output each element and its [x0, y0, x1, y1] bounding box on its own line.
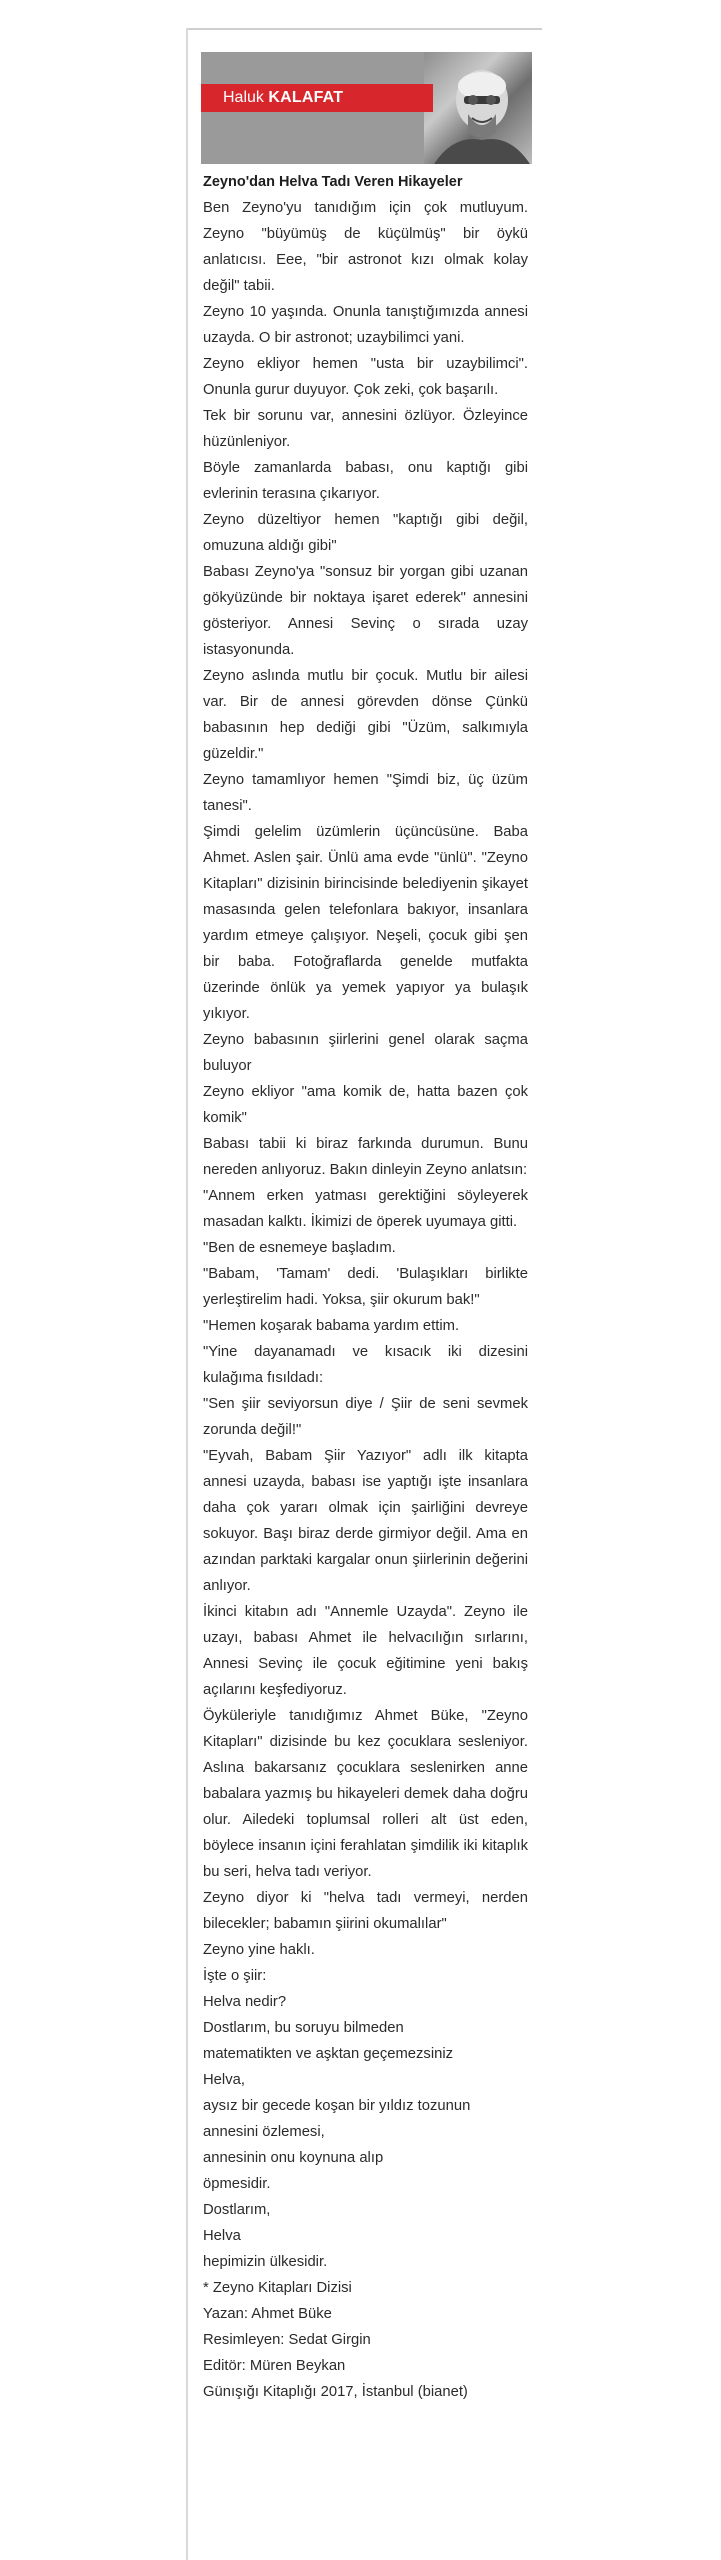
author-portrait-image: [424, 52, 532, 164]
poem-line: Helva,: [203, 2072, 245, 2088]
quote-paragraph: "Hemen koşarak babama yardım ettim.: [203, 1318, 460, 1334]
paragraph: Öyküleriyle tanıdığımız Ahmet Büke, "Zeyno Kitapları" dizisinde bu kez çocuklara sesleniyor. Aslına bakarsanız çocuklara seslenirken anne babalara yazmış bu hikayeleri demek daha doğru olur. Ailedeki toplumsal rolleri alt üst eden, böylece insanın içini ferahlatan şimdilik iki kitaplık bu seri, helva tadı veriyor.: [203, 1708, 528, 1880]
quote-paragraph: "Babam, 'Tamam' dedi. 'Bulaşıkları birlikte yerleştirelim hadi. Yoksa, şiir okurum bak!": [203, 1266, 528, 1308]
book-credits: [203, 2275, 528, 2405]
column-header: [201, 52, 532, 164]
poem-line: İşte o şiir:: [203, 1968, 267, 1984]
poem-line: Dostlarım, bu soruyu bilmeden: [203, 2020, 404, 2036]
credit-line: Resimleyen: Sedat Girgin: [203, 2332, 371, 2348]
paragraph: Böyle zamanlarda babası, onu kaptığı gibi evlerinin terasına çıkarıyor.: [203, 460, 528, 502]
paragraph: Zeyno aslında mutlu bir çocuk. Mutlu bir ailesi var. Bir de annesi görevden dönse Çünkü babasının hep dediği gibi "Üzüm, salkımıyla güzeldir.": [203, 668, 528, 762]
article: [203, 171, 528, 2405]
credit-line: * Zeyno Kitapları Dizisi: [203, 2280, 352, 2296]
author-name: [223, 89, 343, 107]
paragraph: Zeyno babasının şiirlerini genel olarak saçma buluyor: [203, 1032, 528, 1074]
paragraph: Zeyno diyor ki "helva tadı vermeyi, nerden bilecekler; babamın şiirini okumalılar": [203, 1890, 528, 1932]
poem-line: aysız bir gecede koşan bir yıldız tozunun: [203, 2098, 471, 2114]
article-title: Zeyno'dan Helva Tadı Veren Hikayeler: [203, 174, 463, 190]
column-rule: [186, 28, 188, 2560]
paragraph: Ben Zeyno'yu tanıdığım için çok mutluyum. Zeyno "büyümüş de küçülmüş" bir öykü anlatıcısı. Eee, "bir astronot kızı olmak kolay değil" tabii.: [203, 200, 528, 294]
paragraph: Şimdi gelelim üzümlerin üçüncüsüne. Baba Ahmet. Aslen şair. Ünlü ama evde "ünlü". "Zeyno Kitapları" dizisinin birincisinde belediyenin şikayet masasında gelen telefonlara bakıyor, insanlara yardım etmeye çalışıyor. Neşeli, çocuk gibi şen bir baba. Fotoğraflarda genelde mutfakta üzerinde önlük ya yemek yapıyor ya bulaşık yıkıyor.: [203, 824, 528, 1022]
paragraph: Zeyno tamamlıyor hemen "Şimdi biz, üç üzüm tanesi".: [203, 772, 528, 814]
poem-line: Helva: [203, 2228, 241, 2244]
quote-paragraph: "Sen şiir seviyorsun diye / Şiir de seni sevmek zorunda değil!": [203, 1396, 528, 1438]
credit-line: Yazan: Ahmet Büke: [203, 2306, 332, 2322]
author-last-name: KALAFAT: [268, 89, 344, 106]
poem-line: hepimizin ülkesidir.: [203, 2254, 328, 2270]
credit-line: Günışığı Kitaplığı 2017, İstanbul (bianet): [203, 2384, 468, 2400]
quote-paragraph: "Yine dayanamadı ve kısacık iki dizesini kulağıma fısıldadı:: [203, 1344, 528, 1386]
credit-line: Editör: Müren Beykan: [203, 2358, 346, 2374]
paragraph: Tek bir sorunu var, annesini özlüyor. Özleyince hüzünleniyor.: [203, 408, 528, 450]
paragraph: Zeyno ekliyor "ama komik de, hatta bazen çok komik": [203, 1084, 528, 1126]
paragraph: Babası tabii ki biraz farkında durumun. Bunu nereden anlıyoruz. Bakın dinleyin Zeyno anlatsın:: [203, 1136, 528, 1178]
poem-line: Dostlarım,: [203, 2202, 271, 2218]
paragraph: Zeyno düzeltiyor hemen "kaptığı gibi değil, omuzuna aldığı gibi": [203, 512, 528, 554]
poem: [203, 1963, 528, 2275]
paragraph: "Eyvah, Babam Şiir Yazıyor" adlı ilk kitapta annesi uzayda, babası ise yaptığı işte insanlara daha çok yararı olmak için şairliğini devreye sokuyor. Başı biraz derde girmiyor değil. Ama en azından parktaki kargalar onun şiirlerinin değerini anlıyor.: [203, 1448, 528, 1594]
poem-line: öpmesidir.: [203, 2176, 271, 2192]
poem-line: Helva nedir?: [203, 1994, 287, 2010]
paragraph: Babası Zeyno'ya "sonsuz bir yorgan gibi uzanan gökyüzünde bir noktaya işaret ederek" annesini gösteriyor. Annesi Sevinç o sırada uzay istasyonunda.: [203, 564, 528, 658]
top-rule: [186, 28, 542, 30]
paragraph: Zeyno 10 yaşında. Onunla tanıştığımızda annesi uzayda. O bir astronot; uzaybilimci yani.: [203, 304, 528, 346]
quote-paragraph: "Annem erken yatması gerektiğini söyleyerek masadan kalktı. İkimizi de öperek uyumaya gitti.: [203, 1188, 528, 1230]
paragraph: Zeyno ekliyor hemen "usta bir uzaybilimci". Onunla gurur duyuyor. Çok zeki, çok başarılı.: [203, 356, 528, 398]
paragraph: İkinci kitabın adı "Annemle Uzayda". Zeyno ile uzayı, babası Ahmet ile helvacılığın sırlarını, Annesi Sevinç ile çocuk eğitimine yeni bakış açılarını keşfediyoruz.: [203, 1604, 528, 1698]
quote-paragraph: "Ben de esnemeye başladım.: [203, 1240, 396, 1256]
paragraph: Zeyno yine haklı.: [203, 1942, 315, 1958]
poem-line: matematikten ve aşktan geçemezsiniz: [203, 2046, 454, 2062]
poem-line: annesini özlemesi,: [203, 2124, 325, 2140]
poem-line: annesinin onu koynuna alıp: [203, 2150, 384, 2166]
author-first-name: Haluk: [223, 89, 264, 106]
author-photo: [424, 52, 532, 164]
